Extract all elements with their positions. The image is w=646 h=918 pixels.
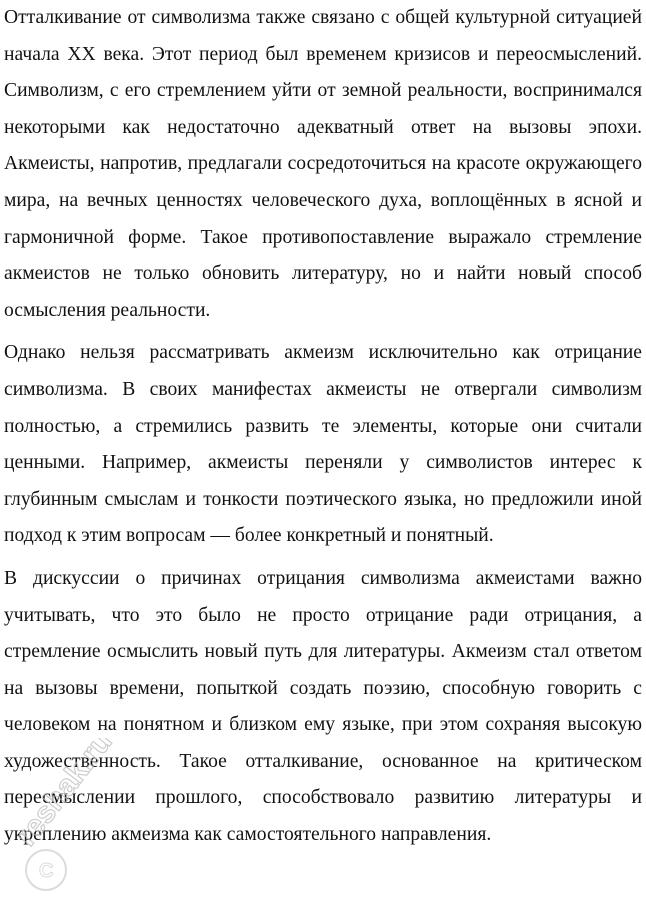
paragraph-1: Отталкивание от символизма также связано с общей культурной ситуацией начала XX века. Этот период был временем кризисов и переосмыслений. Символизм, с его стремлением уйти от земной реальности, воспринимался некоторыми как недостаточно адекватный ответ на вызовы эпохи. Акмеисты, напротив, предлагали сосредоточиться на красоте окружающего мира, на вечных ценностях человеческого духа, воплощённых в ясной и гармоничной форме. Такое противопоставление выражало стремление акмеистов не только обновить литературу, но и найти новый способ осмысления реальности.	[4, 7, 642, 321]
document-body	[4, 0, 642, 854]
watermark-text: reshak.ru	[9, 738, 119, 853]
paragraph-2: Однако нельзя рассматривать акмеизм исключительно как отрицание символизма. В своих манифестах акмеисты не отвергали символизм полностью, а стремились развить те элементы, которые они считали ценными. Например, акмеисты переняли у символистов интерес к глубинным смыслам и тонкости поэтического языка, но предложили иной подход к этим вопросам — более конкретный и понятный.	[4, 342, 642, 547]
svg-text:С: С	[39, 860, 54, 882]
paragraph-3: В дискуссии о причинах отрицания символизма акмеистами важно учитывать, что это было не просто отрицание ради отрицания, а стремление осмыслить новый путь для литературы. Акмеизм стал ответом на вызовы времени, попыткой создать поэзию, способную говорить с человеком на понятном и близком ему языке, при этом сохраняя высокую художественность. Такое отталкивание, основанное на критическом пересмыслении прошлого, способствовало развитию литературы и укреплению акмеизма как самостоятельного направления.	[4, 567, 642, 846]
